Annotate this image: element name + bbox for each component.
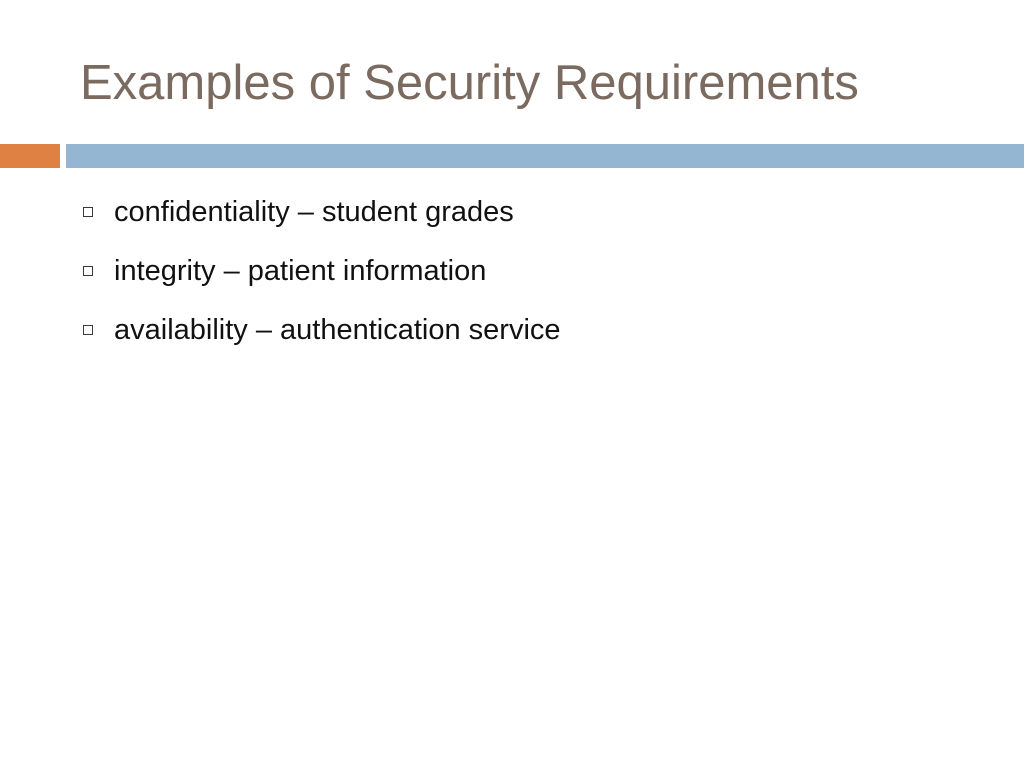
bullet-text: confidentiality – student grades xyxy=(114,196,514,228)
bullet-item xyxy=(80,308,561,367)
hollow-square-icon xyxy=(83,266,93,276)
bullet-list xyxy=(80,190,561,367)
accent-bar-blue xyxy=(66,144,1024,168)
hollow-square-icon xyxy=(83,207,93,217)
hollow-square-icon xyxy=(83,325,93,335)
bullet-text: integrity – patient information xyxy=(114,255,487,287)
slide-title: Examples of Security Requirements xyxy=(80,56,859,110)
bullet-item xyxy=(80,249,561,308)
accent-bar-orange xyxy=(0,144,60,168)
bullet-text: availability – authentication service xyxy=(114,314,561,346)
bullet-item xyxy=(80,190,561,249)
